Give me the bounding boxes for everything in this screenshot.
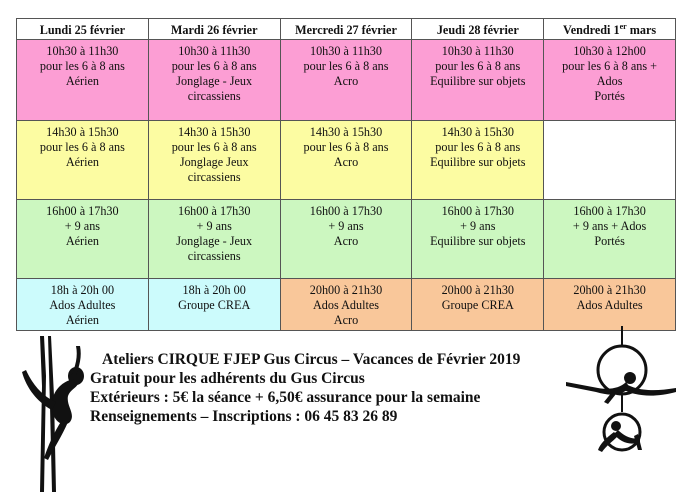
- morning-row: [17, 40, 676, 121]
- day-header: Lundi 25 février: [17, 19, 149, 40]
- session-cell: 16h00 à 17h30 + 9 ans + Ados Portés: [544, 200, 676, 279]
- day-header: Vendredi 1er mars: [544, 19, 676, 40]
- session-cell: 18h à 20h 00 Ados Adultes Aérien: [17, 279, 149, 331]
- session-cell: 10h30 à 11h30 pour les 6 à 8 ans Aérien: [17, 40, 149, 121]
- session-cell: 20h00 à 21h30 Ados Adultes: [544, 279, 676, 331]
- info-contact: Renseignements – Inscriptions : 06 45 83 26 89: [90, 408, 398, 425]
- session-cell: 16h00 à 17h30 + 9 ans Aérien: [17, 200, 149, 279]
- info-title: Ateliers CIRQUE FJEP Gus Circus – Vacances de Février 2019: [102, 351, 521, 368]
- info-free: Gratuit pour les adhérents du Gus Circus: [90, 370, 365, 387]
- session-cell: 16h00 à 17h30 + 9 ans Jonglage - Jeux circassiens: [148, 200, 280, 279]
- session-cell: 14h30 à 15h30 pour les 6 à 8 ans Jonglage Jeux circassiens: [148, 121, 280, 200]
- schedule-table: [16, 18, 676, 331]
- late-afternoon-row: [17, 200, 676, 279]
- afternoon-row: [17, 121, 676, 200]
- session-cell: 16h00 à 17h30 + 9 ans Acro: [280, 200, 412, 279]
- session-cell: 16h00 à 17h30 + 9 ans Equilibre sur objets: [412, 200, 544, 279]
- evening-row: [17, 279, 676, 331]
- session-cell: 20h00 à 21h30 Groupe CREA: [412, 279, 544, 331]
- aerial-hoop-silhouettes-icon: [560, 326, 680, 456]
- aerial-silks-silhouette-icon: [18, 336, 88, 492]
- session-cell: 20h00 à 21h30 Ados Adultes Acro: [280, 279, 412, 331]
- session-cell: 10h30 à 12h00 pour les 6 à 8 ans + Ados Portés: [544, 40, 676, 121]
- session-cell: 10h30 à 11h30 pour les 6 à 8 ans Jonglage - Jeux circassiens: [148, 40, 280, 121]
- info-price: Extérieurs : 5€ la séance + 6,50€ assurance pour la semaine: [90, 389, 481, 406]
- workshop-info: [90, 350, 570, 426]
- session-cell: 18h à 20h 00 Groupe CREA: [148, 279, 280, 331]
- session-cell: 14h30 à 15h30 pour les 6 à 8 ans Equilibre sur objets: [412, 121, 544, 200]
- session-cell: 14h30 à 15h30 pour les 6 à 8 ans Aérien: [17, 121, 149, 200]
- day-header: Mardi 26 février: [148, 19, 280, 40]
- session-cell: 10h30 à 11h30 pour les 6 à 8 ans Acro: [280, 40, 412, 121]
- session-cell: 10h30 à 11h30 pour les 6 à 8 ans Equilibre sur objets: [412, 40, 544, 121]
- header-row: [17, 19, 676, 40]
- session-cell: 14h30 à 15h30 pour les 6 à 8 ans Acro: [280, 121, 412, 200]
- day-header: Mercredi 27 février: [280, 19, 412, 40]
- empty-cell: [544, 121, 676, 200]
- day-header: Jeudi 28 février: [412, 19, 544, 40]
